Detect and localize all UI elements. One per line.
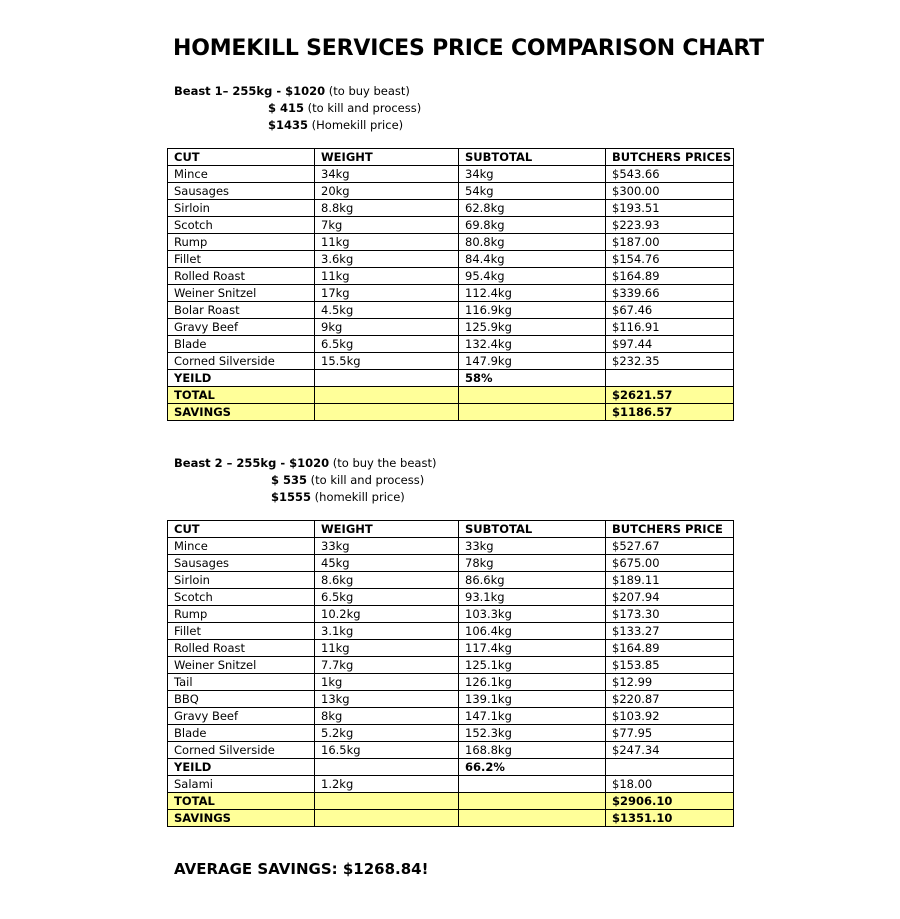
- subtotal-cell: [459, 404, 606, 421]
- cut-cell: Rolled Roast: [168, 640, 315, 657]
- cut-cell: Corned Silverside: [168, 353, 315, 370]
- page-title: HOMEKILL SERVICES PRICE COMPARISON CHART: [173, 36, 764, 61]
- header-cut: CUT: [168, 521, 315, 538]
- subtotal-cell: 80.8kg: [459, 234, 606, 251]
- weight-cell: [315, 759, 459, 776]
- price-cell: $247.34: [606, 742, 734, 759]
- table-row: [168, 319, 734, 336]
- total-row: [168, 387, 734, 404]
- table-row: [168, 166, 734, 183]
- subtotal-cell: 62.8kg: [459, 200, 606, 217]
- table-row: [168, 674, 734, 691]
- header-cut: CUT: [168, 149, 315, 166]
- weight-cell: [315, 370, 459, 387]
- subtotal-cell: 152.3kg: [459, 725, 606, 742]
- cut-cell: Sausages: [168, 183, 315, 200]
- yield-label: YEILD: [168, 759, 315, 776]
- price-cell: $675.00: [606, 555, 734, 572]
- table-row: [168, 217, 734, 234]
- subtotal-cell: 54kg: [459, 183, 606, 200]
- weight-cell: 9kg: [315, 319, 459, 336]
- price-cell: $220.87: [606, 691, 734, 708]
- price-cell: $12.99: [606, 674, 734, 691]
- subtotal-cell: 86.6kg: [459, 572, 606, 589]
- yield-row: [168, 759, 734, 776]
- cut-cell: Mince: [168, 166, 315, 183]
- cut-cell: Mince: [168, 538, 315, 555]
- weight-cell: 3.1kg: [315, 623, 459, 640]
- beast1-kill-price: $ 415: [268, 101, 305, 115]
- yield-value: 58%: [459, 370, 606, 387]
- savings-row: [168, 810, 734, 827]
- price-cell: $18.00: [606, 776, 734, 793]
- subtotal-cell: 93.1kg: [459, 589, 606, 606]
- beast2-homekill-price: $1555: [271, 490, 312, 504]
- price-cell: $339.66: [606, 285, 734, 302]
- subtotal-cell: [459, 776, 606, 793]
- cut-cell: Fillet: [168, 251, 315, 268]
- beast2-purchase-note: (to buy the beast): [332, 456, 437, 470]
- table-row: [168, 285, 734, 302]
- subtotal-cell: 126.1kg: [459, 674, 606, 691]
- header-butchers-price: BUTCHERS PRICE: [606, 521, 734, 538]
- beast2-price-table: [167, 520, 734, 827]
- table-row: [168, 251, 734, 268]
- table-row: [168, 200, 734, 217]
- subtotal-cell: 117.4kg: [459, 640, 606, 657]
- price-cell: $207.94: [606, 589, 734, 606]
- price-cell: $97.44: [606, 336, 734, 353]
- subtotal-cell: 168.8kg: [459, 742, 606, 759]
- subtotal-cell: 125.9kg: [459, 319, 606, 336]
- table-row: [168, 742, 734, 759]
- price-cell: $103.92: [606, 708, 734, 725]
- cut-cell: Tail: [168, 674, 315, 691]
- weight-cell: 6.5kg: [315, 336, 459, 353]
- weight-cell: 6.5kg: [315, 589, 459, 606]
- cut-cell: Rolled Roast: [168, 268, 315, 285]
- weight-cell: 1kg: [315, 674, 459, 691]
- beast2-kill-note: (to kill and process): [310, 473, 425, 487]
- cut-cell: Corned Silverside: [168, 742, 315, 759]
- total-value: $2621.57: [606, 387, 734, 404]
- beast1-purchase-price: Beast 1– 255kg - $1020: [174, 84, 326, 98]
- weight-cell: 5.2kg: [315, 725, 459, 742]
- total-value: $2906.10: [606, 793, 734, 810]
- cut-cell: Gravy Beef: [168, 708, 315, 725]
- subtotal-cell: 84.4kg: [459, 251, 606, 268]
- price-cell: $300.00: [606, 183, 734, 200]
- weight-cell: 3.6kg: [315, 251, 459, 268]
- weight-cell: 15.5kg: [315, 353, 459, 370]
- table-row: [168, 538, 734, 555]
- beast2-purchase-price: Beast 2 – 255kg - $1020: [174, 456, 330, 470]
- table-row: [168, 657, 734, 674]
- beast1-kill-note: (to kill and process): [307, 101, 422, 115]
- header-weight: WEIGHT: [315, 149, 459, 166]
- cut-cell: Scotch: [168, 589, 315, 606]
- cut-cell: Gravy Beef: [168, 319, 315, 336]
- cut-cell: Rump: [168, 606, 315, 623]
- weight-cell: 11kg: [315, 234, 459, 251]
- table-row: [168, 234, 734, 251]
- beast1-homekill-note: (Homekill price): [311, 118, 404, 132]
- total-label: TOTAL: [168, 387, 315, 404]
- price-cell: $116.91: [606, 319, 734, 336]
- table-row: [168, 725, 734, 742]
- cut-cell: Scotch: [168, 217, 315, 234]
- weight-cell: [315, 793, 459, 810]
- price-cell: $189.11: [606, 572, 734, 589]
- header-butchers-price: BUTCHERS PRICES: [606, 149, 734, 166]
- table-row: [168, 640, 734, 657]
- cut-cell: Rump: [168, 234, 315, 251]
- price-cell: $527.67: [606, 538, 734, 555]
- weight-cell: 8kg: [315, 708, 459, 725]
- weight-cell: 45kg: [315, 555, 459, 572]
- table-header-row: [168, 149, 734, 166]
- yield-row: [168, 370, 734, 387]
- price-cell: $187.00: [606, 234, 734, 251]
- subtotal-cell: 95.4kg: [459, 268, 606, 285]
- subtotal-cell: 132.4kg: [459, 336, 606, 353]
- beast1-purchase-note: (to buy beast): [328, 84, 410, 98]
- yield-label: YEILD: [168, 370, 315, 387]
- beast1-homekill-line: [174, 117, 421, 134]
- beast2-purchase-line: [174, 455, 436, 472]
- subtotal-cell: [459, 387, 606, 404]
- table-row: [168, 589, 734, 606]
- average-savings: AVERAGE SAVINGS: $1268.84!: [174, 860, 429, 878]
- cut-cell: Blade: [168, 725, 315, 742]
- price-cell: $543.66: [606, 166, 734, 183]
- subtotal-cell: 34kg: [459, 166, 606, 183]
- price-cell: $193.51: [606, 200, 734, 217]
- cut-cell: Salami: [168, 776, 315, 793]
- savings-value: $1351.10: [606, 810, 734, 827]
- price-cell: $67.46: [606, 302, 734, 319]
- subtotal-cell: 139.1kg: [459, 691, 606, 708]
- cut-cell: Sausages: [168, 555, 315, 572]
- weight-cell: 8.6kg: [315, 572, 459, 589]
- subtotal-cell: 78kg: [459, 555, 606, 572]
- table-row: [168, 572, 734, 589]
- cut-cell: Weiner Snitzel: [168, 657, 315, 674]
- weight-cell: 33kg: [315, 538, 459, 555]
- price-cell: $133.27: [606, 623, 734, 640]
- header-subtotal: SUBTOTAL: [459, 521, 606, 538]
- weight-cell: 1.2kg: [315, 776, 459, 793]
- beast1-homekill-price: $1435: [268, 118, 309, 132]
- table-header-row: [168, 521, 734, 538]
- table-row: [168, 691, 734, 708]
- subtotal-cell: [459, 810, 606, 827]
- weight-cell: 8.8kg: [315, 200, 459, 217]
- beast2-info: [174, 455, 436, 506]
- subtotal-cell: 69.8kg: [459, 217, 606, 234]
- yield-value: 66.2%: [459, 759, 606, 776]
- weight-cell: 11kg: [315, 640, 459, 657]
- weight-cell: 13kg: [315, 691, 459, 708]
- cut-cell: BBQ: [168, 691, 315, 708]
- cut-cell: Weiner Snitzel: [168, 285, 315, 302]
- price-cell: $153.85: [606, 657, 734, 674]
- cut-cell: Blade: [168, 336, 315, 353]
- weight-cell: [315, 404, 459, 421]
- cut-cell: Sirloin: [168, 572, 315, 589]
- table-row: [168, 623, 734, 640]
- subtotal-cell: 125.1kg: [459, 657, 606, 674]
- price-cell: $77.95: [606, 725, 734, 742]
- price-cell: $164.89: [606, 268, 734, 285]
- subtotal-cell: 147.1kg: [459, 708, 606, 725]
- beast2-kill-price: $ 535: [271, 473, 308, 487]
- weight-cell: 34kg: [315, 166, 459, 183]
- beast1-info: [174, 83, 421, 134]
- savings-value: $1186.57: [606, 404, 734, 421]
- table-row: [168, 606, 734, 623]
- price-cell: $154.76: [606, 251, 734, 268]
- beast1-kill-line: [174, 100, 421, 117]
- price-cell: [606, 370, 734, 387]
- cut-cell: Bolar Roast: [168, 302, 315, 319]
- subtotal-cell: 103.3kg: [459, 606, 606, 623]
- table-row: [168, 776, 734, 793]
- beast1-purchase-line: [174, 83, 421, 100]
- weight-cell: 20kg: [315, 183, 459, 200]
- beast1-price-table: [167, 148, 734, 421]
- savings-label: SAVINGS: [168, 404, 315, 421]
- savings-row: [168, 404, 734, 421]
- weight-cell: 11kg: [315, 268, 459, 285]
- subtotal-cell: 106.4kg: [459, 623, 606, 640]
- beast2-homekill-note: (homekill price): [314, 490, 405, 504]
- weight-cell: [315, 810, 459, 827]
- weight-cell: 17kg: [315, 285, 459, 302]
- subtotal-cell: 116.9kg: [459, 302, 606, 319]
- table-row: [168, 302, 734, 319]
- price-cell: $223.93: [606, 217, 734, 234]
- table-row: [168, 353, 734, 370]
- price-cell: [606, 759, 734, 776]
- weight-cell: 7.7kg: [315, 657, 459, 674]
- cut-cell: Fillet: [168, 623, 315, 640]
- beast2-homekill-line: [174, 489, 436, 506]
- header-subtotal: SUBTOTAL: [459, 149, 606, 166]
- savings-label: SAVINGS: [168, 810, 315, 827]
- total-row: [168, 793, 734, 810]
- subtotal-cell: 147.9kg: [459, 353, 606, 370]
- price-cell: $232.35: [606, 353, 734, 370]
- weight-cell: [315, 387, 459, 404]
- table-row: [168, 555, 734, 572]
- table-row: [168, 336, 734, 353]
- weight-cell: 16.5kg: [315, 742, 459, 759]
- table-row: [168, 183, 734, 200]
- subtotal-cell: 33kg: [459, 538, 606, 555]
- subtotal-cell: 112.4kg: [459, 285, 606, 302]
- price-cell: $164.89: [606, 640, 734, 657]
- price-cell: $173.30: [606, 606, 734, 623]
- table-row: [168, 708, 734, 725]
- beast2-kill-line: [174, 472, 436, 489]
- header-weight: WEIGHT: [315, 521, 459, 538]
- weight-cell: 4.5kg: [315, 302, 459, 319]
- weight-cell: 10.2kg: [315, 606, 459, 623]
- subtotal-cell: [459, 793, 606, 810]
- total-label: TOTAL: [168, 793, 315, 810]
- table-row: [168, 268, 734, 285]
- weight-cell: 7kg: [315, 217, 459, 234]
- cut-cell: Sirloin: [168, 200, 315, 217]
